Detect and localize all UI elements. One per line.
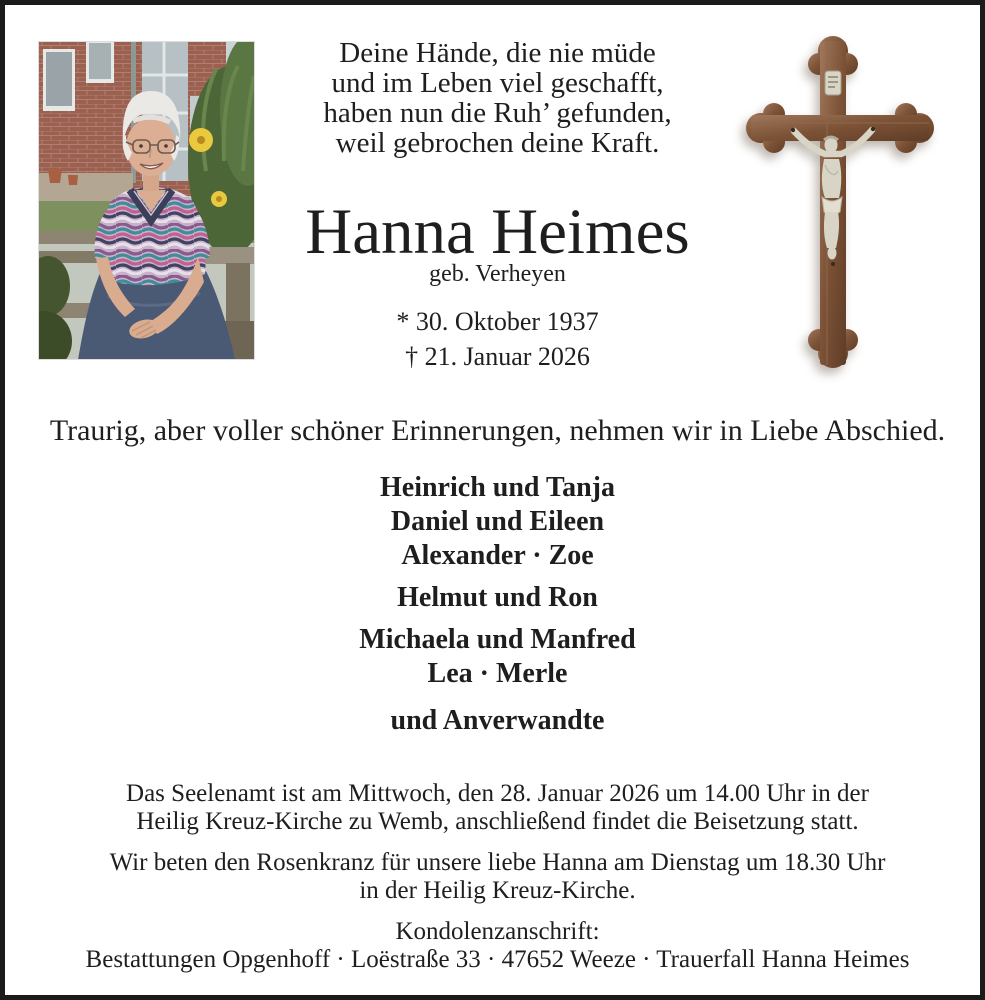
mourner-line: Heinrich und Tanja	[380, 472, 615, 503]
birth-date: * 30. Oktober 1937	[396, 307, 599, 336]
mourner-group	[5, 581, 985, 615]
mourner-line: Daniel und Eileen	[390, 506, 605, 537]
mourner-line: Helmut und Ron	[397, 582, 598, 613]
announcement-line: Das Seelenamt ist am Mittwoch, den 28. Januar 2026 um 14.00 Uhr in der	[126, 780, 869, 807]
mourner-line: Alexander · Zoe	[401, 540, 594, 571]
mourner-line: Michaela und Manfred	[359, 624, 636, 655]
inri-plaque	[825, 71, 841, 95]
deceased-name: Hanna Heimes	[305, 196, 690, 268]
requiem-announcement	[5, 780, 985, 836]
rosary-announcement	[5, 849, 985, 905]
portrait-photo	[38, 41, 255, 360]
mourner-line: Lea · Merle	[427, 658, 568, 689]
mourner-line: und Anverwandte	[390, 705, 605, 736]
condolence-address-line: Bestattungen Opgenhoff · Loëstraße 33 · 47652 Weeze · Trauerfall Hanna Heimes	[85, 946, 910, 973]
announcement-line: Heilig Kreuz-Kirche zu Wemb, anschließend findet die Beisetzung statt.	[136, 808, 859, 835]
mourners-list	[5, 471, 985, 738]
condolence-address	[5, 918, 985, 974]
mourner-group	[5, 704, 985, 738]
announcement-line: in der Heilig Kreuz-Kirche.	[359, 877, 636, 904]
verse-line: Deine Hände, die nie müde	[339, 37, 656, 69]
farewell-line: Traurig, aber voller schöner Erinnerungen, nehmen wir in Liebe Abschied.	[49, 414, 946, 447]
verse-line: und im Leben viel geschafft,	[331, 67, 664, 99]
mourner-group	[5, 623, 985, 691]
memorial-verse	[255, 38, 740, 158]
christ-corpus	[791, 127, 875, 266]
service-announcements	[5, 780, 985, 974]
crucifix-image	[745, 35, 935, 370]
maiden-name: geb. Verheyen	[429, 261, 566, 287]
mourner-group	[5, 471, 985, 573]
verse-line: haben nun die Ruh’ gefunden,	[323, 97, 672, 129]
death-date: † 21. Januar 2026	[405, 342, 590, 371]
announcement-line: Wir beten den Rosenkranz für unsere liebe Hanna am Dienstag um 18.30 Uhr	[109, 849, 886, 876]
condolence-heading: Kondolenzanschrift:	[395, 918, 600, 945]
verse-line: weil gebrochen deine Kraft.	[335, 127, 660, 159]
